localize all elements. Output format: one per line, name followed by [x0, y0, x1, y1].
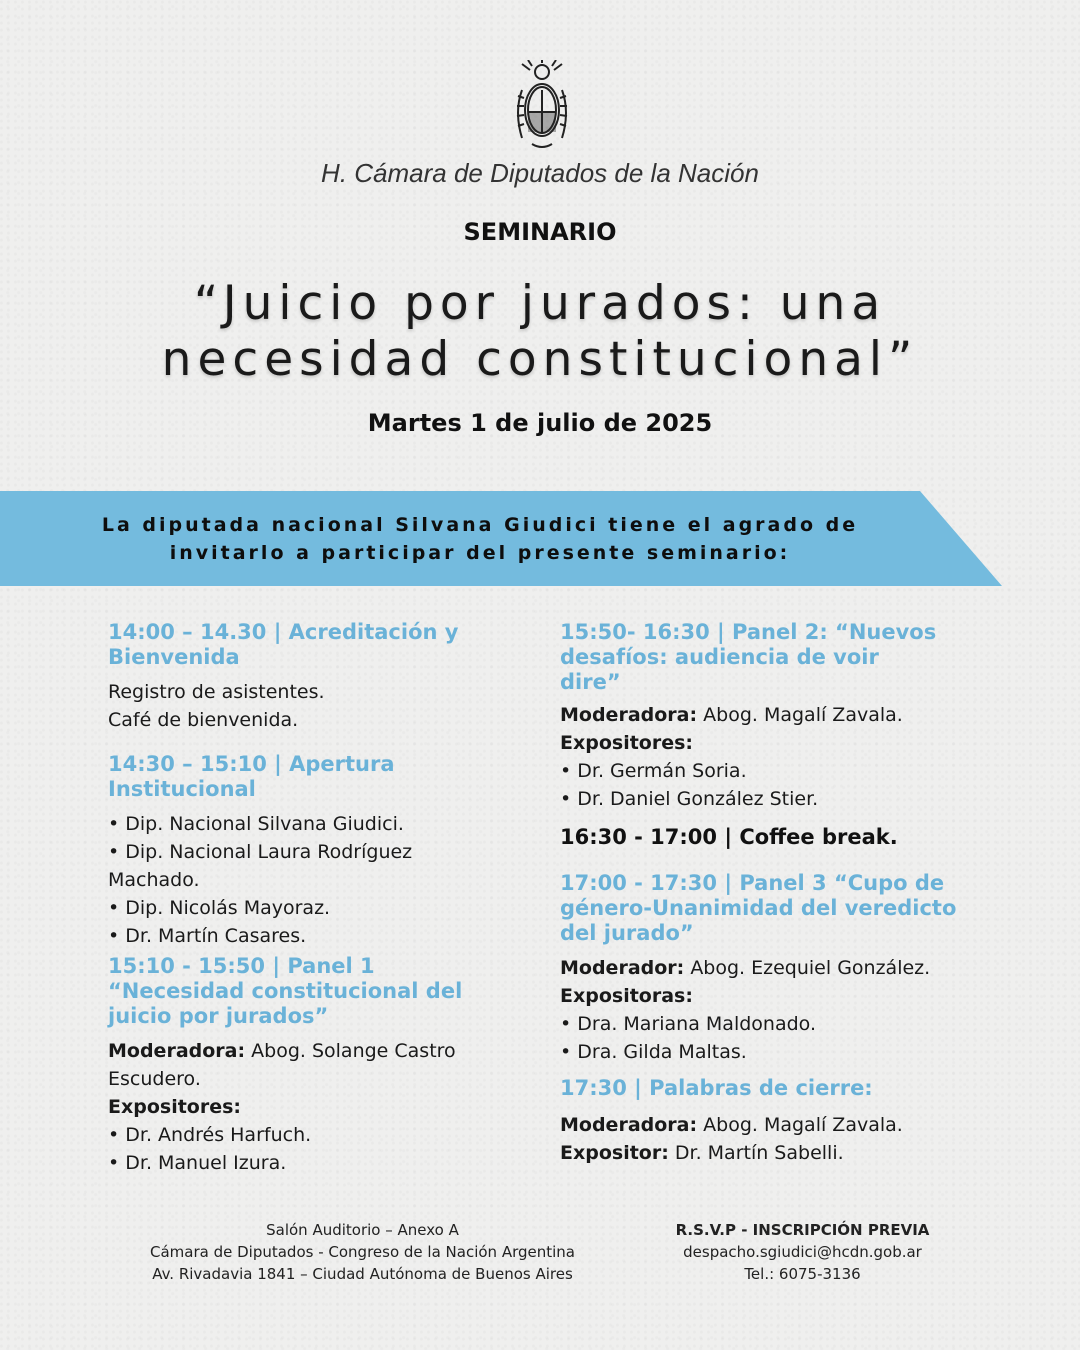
moderator-line [560, 954, 1000, 982]
session-title: 15:10 - 15:50 | Panel 1 “Necesidad constitucional del juicio por jurados” [108, 954, 463, 1028]
speaker-line [560, 1139, 1000, 1167]
moderator-name: Abog. Solange Castro Escudero. [108, 1040, 456, 1090]
speaker-item: • Dip. Nacional Silvana Giudici. [108, 813, 404, 835]
speaker-item: • Dip. Nacional Laura Rodríguez Machado. [108, 841, 413, 891]
title-line-2: necesidad constitucional” [161, 332, 919, 387]
speaker-item: • Dra. Gilda Maltas. [560, 1041, 747, 1063]
session-title: 15:50- 16:30 | Panel 2: “Nuevos desafíos: audiencia de voir dire” [560, 620, 937, 694]
session-title: 17:30 | Palabras de cierre: [560, 1076, 873, 1100]
invitation-line-1: La diputada nacional Silvana Giudici tiene el agrado de [101, 514, 859, 536]
rsvp-info [640, 1219, 965, 1285]
speaker-item: • Dr. Andrés Harfuch. [108, 1124, 312, 1146]
moderator-line [560, 701, 1000, 729]
venue-line: Salón Auditorio – Anexo A [266, 1221, 459, 1239]
rsvp-heading: R.S.V.P - INSCRIPCIÓN PREVIA [675, 1221, 930, 1239]
program-right-column [560, 620, 1000, 1167]
session-line: Registro de asistentes. [108, 681, 325, 703]
moderator-line [560, 1111, 1000, 1139]
speakers-label: Expositoras: [560, 985, 693, 1007]
session-title: 14:00 – 14.30 | Acreditación y Bienvenida [108, 620, 459, 669]
speaker-item: • Dr. Martín Casares. [108, 925, 307, 947]
seminar-title [0, 276, 1080, 388]
venue-line: Cámara de Diputados - Congreso de la Nación Argentina [150, 1243, 575, 1261]
moderator-line [108, 1037, 468, 1093]
moderator-name: Abog. Magalí Zavala. [703, 1114, 903, 1136]
session-title: 14:30 – 15:10 | Apertura Institucional [108, 752, 395, 801]
venue-info [100, 1219, 625, 1285]
rsvp-phone: Tel.: 6075-3136 [744, 1265, 861, 1283]
speakers-label: Expositores: [560, 732, 694, 754]
speaker-item: • Dr. Manuel Izura. [108, 1152, 287, 1174]
speaker-item: • Dra. Mariana Maldonado. [560, 1013, 816, 1035]
speaker-item: • Dr. Germán Soria. [560, 760, 747, 782]
invitation-line-2: invitarlo a participar del presente seminario: [169, 542, 791, 564]
invitation-text [40, 511, 920, 567]
program-left-column [108, 620, 528, 1177]
venue-line: Av. Rivadavia 1841 – Ciudad Autónoma de Buenos Aires [152, 1265, 573, 1283]
rsvp-email-link[interactable]: despacho.sgiudici@hcdn.gob.ar [683, 1243, 922, 1261]
coffee-break: 16:30 - 17:00 | Coffee break. [560, 825, 898, 849]
national-coat-of-arms-icon [508, 60, 576, 152]
speaker-label: Expositor: [560, 1142, 669, 1164]
institution-name: H. Cámara de Diputados de la Nación [321, 158, 759, 188]
session-title: 17:00 - 17:30 | Panel 3 “Cupo de género-Unanimidad del veredicto del jurado” [560, 871, 957, 945]
speakers-label: Expositores: [108, 1096, 242, 1118]
moderator-name: Abog. Ezequiel González. [690, 957, 931, 979]
moderator-name: Abog. Magalí Zavala. [703, 704, 903, 726]
speaker-name: Dr. Martín Sabelli. [674, 1142, 844, 1164]
event-date: Martes 1 de julio de 2025 [367, 409, 713, 437]
seminar-kicker: SEMINARIO [463, 218, 617, 246]
session-line: Café de bienvenida. [108, 709, 299, 731]
moderator-label: Moderadora: [108, 1040, 246, 1062]
speaker-item: • Dr. Daniel González Stier. [560, 788, 819, 810]
moderator-label: Moderadora: [560, 704, 698, 726]
moderator-label: Moderadora: [560, 1114, 698, 1136]
speaker-item: • Dip. Nicolás Mayoraz. [108, 897, 331, 919]
title-line-1: “Juicio por jurados: una [193, 276, 887, 331]
moderator-label: Moderador: [560, 957, 685, 979]
